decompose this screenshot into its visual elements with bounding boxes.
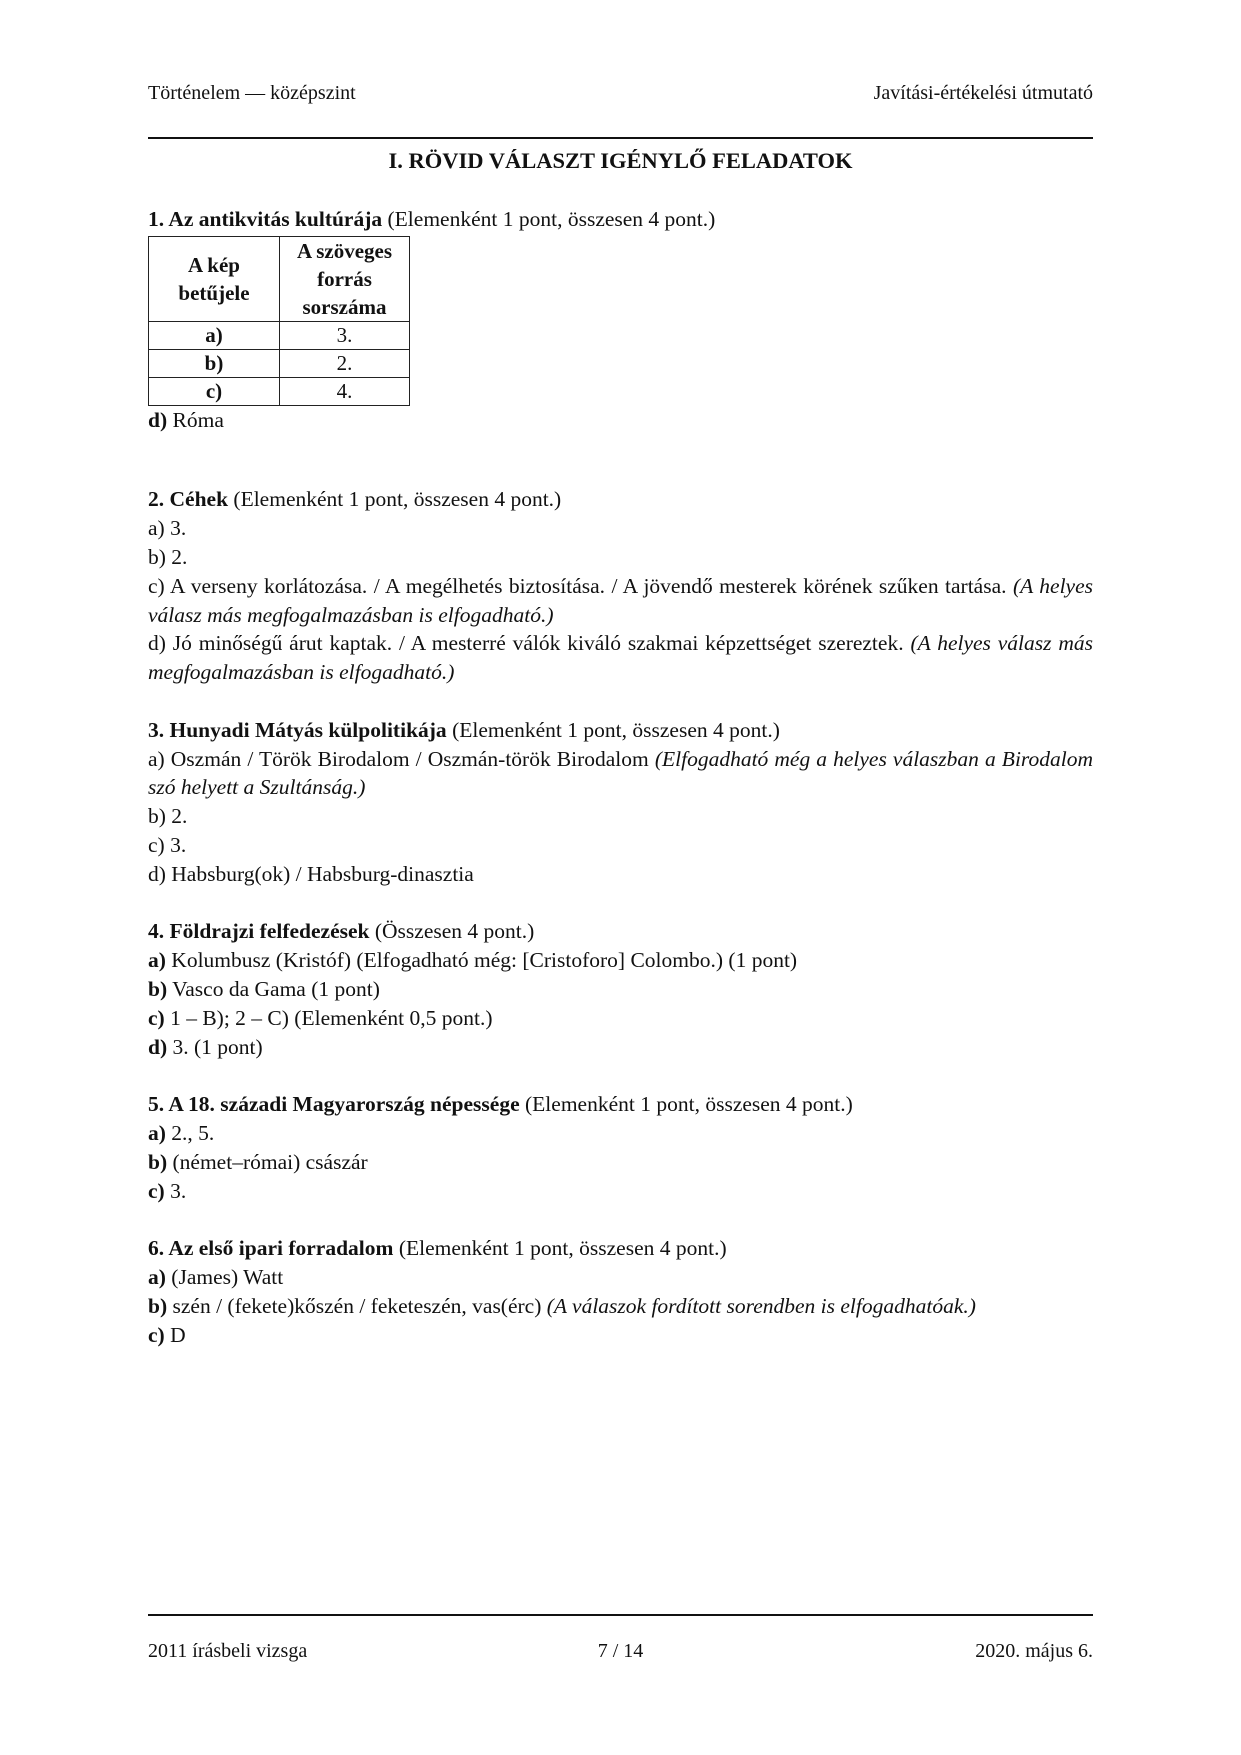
table-cell: 3.	[280, 321, 410, 349]
answer-line: d) Habsburg(ok) / Habsburg-dinasztia	[148, 861, 474, 886]
answer-line	[148, 1148, 1093, 1177]
answer-note: (A válaszok fordított sorendben is elfogadhatóak.)	[546, 1293, 976, 1318]
page-number: 7 / 14	[597, 1640, 644, 1662]
task-scoring: (Elemenként 1 pont, összesen 4 pont.)	[446, 717, 780, 742]
answer-line: b) 2.	[148, 804, 188, 829]
table-row	[149, 349, 410, 377]
task-6	[148, 1234, 1093, 1349]
table-row	[149, 321, 410, 349]
footer-exam-code: 2011 írásbeli vizsga	[148, 1640, 308, 1662]
answer-note: (A helyes válasz más megfogalmazásban is elfogadható.)	[148, 573, 1093, 627]
answer-line: a) 3.	[148, 516, 187, 541]
answer-text: D	[164, 1322, 186, 1347]
answer-label: b)	[148, 976, 168, 1001]
answer-text: 3. (1 pont)	[167, 1034, 263, 1059]
task-title: 4. Földrajzi felfedezések	[148, 919, 370, 944]
answer-label: c)	[148, 1005, 165, 1030]
answer-label: c)	[148, 1322, 165, 1347]
task-5	[148, 1090, 1093, 1205]
task-heading	[148, 1234, 1093, 1263]
table-cell: c)	[149, 377, 280, 405]
header-divider	[148, 137, 1093, 139]
answer-label: a)	[148, 948, 166, 973]
document-body	[148, 205, 1093, 1378]
answer-line	[148, 572, 1093, 630]
answer-text: szén / (fekete)kőszén / feketeszén, vas(érc)	[167, 1293, 547, 1318]
task-title: 1. Az antikvitás kultúrája	[148, 207, 383, 231]
task-title: 2. Céhek	[148, 487, 229, 512]
answer-line	[148, 1004, 1093, 1033]
answer-line: b) 2.	[148, 544, 188, 569]
answer-text: c) A verseny korlátozása. / A megélhetés biztosítása. / A jövendő mesterek körének szűken tartása.	[148, 573, 1013, 598]
answer-line	[148, 1292, 1093, 1321]
task-title: 6. Az első ipari forradalom	[148, 1236, 394, 1261]
footer-date: 2020. május 6.	[975, 1640, 1093, 1662]
header-doc-type: Javítási-értékelési útmutató	[873, 82, 1093, 104]
answer-line	[148, 1263, 1093, 1292]
task-heading	[148, 485, 1093, 514]
answer-label: d)	[148, 407, 168, 432]
answer-label: a)	[148, 1264, 166, 1289]
task-title: 5. A 18. századi Magyarország népessége	[148, 1092, 520, 1117]
section-title: I. RÖVID VÁLASZT IGÉNYLŐ FELADATOK	[388, 148, 853, 173]
answer-line	[148, 946, 1093, 975]
answer-table	[148, 236, 410, 406]
answer-text: 2., 5.	[165, 1120, 215, 1145]
task-4	[148, 917, 1093, 1061]
table-header-row	[149, 236, 410, 321]
answer-text: Róma	[167, 407, 224, 432]
answer-text: (német–római) császár	[167, 1149, 368, 1174]
table-cell: a)	[149, 321, 280, 349]
answer-line	[148, 1321, 1093, 1350]
task-2	[148, 485, 1093, 687]
answer-text: Kolumbusz (Kristóf) (Elfogadható még: [Cristoforo] Colombo.) (1 pont)	[165, 948, 798, 973]
task-1	[148, 205, 1093, 435]
answer-line	[148, 406, 1093, 435]
answer-label: b)	[148, 1149, 168, 1174]
answer-line	[148, 1177, 1093, 1206]
answer-line	[148, 1033, 1093, 1062]
task-heading	[148, 1090, 1093, 1119]
footer-divider	[148, 1614, 1093, 1616]
answer-note: (A helyes válasz más megfogalmazásban is elfogadható.)	[148, 631, 1093, 685]
answer-label: c)	[148, 1178, 165, 1203]
answer-line	[148, 745, 1093, 803]
answer-text: 3.	[164, 1178, 187, 1203]
column-header: A kép betűjele	[149, 236, 280, 321]
column-header: A szöveges forrás sorszáma	[280, 236, 410, 321]
page-footer	[148, 1640, 1093, 1663]
answer-text: a) Oszmán / Török Birodalom / Oszmán-török Birodalom	[148, 746, 655, 771]
table-cell: 4.	[280, 377, 410, 405]
answer-text: Vasco da Gama (1 pont)	[167, 976, 380, 1001]
answer-label: b)	[148, 1293, 168, 1318]
task-heading	[148, 205, 1093, 234]
answer-text: (James) Watt	[165, 1264, 284, 1289]
answer-note: (Elfogadható még a helyes válaszban a Birodalom szó helyett a Szultánság.)	[148, 746, 1093, 800]
table-cell: 2.	[280, 349, 410, 377]
task-heading	[148, 917, 1093, 946]
page-header	[148, 82, 1093, 105]
answer-text: 1 – B); 2 – C) (Elemenként 0,5 pont.)	[164, 1005, 493, 1030]
answer-line: c) 3.	[148, 832, 187, 857]
answer-line	[148, 629, 1093, 687]
header-subject: Történelem — középszint	[148, 82, 356, 104]
answer-label: a)	[148, 1120, 166, 1145]
answer-label: d)	[148, 1034, 168, 1059]
task-3	[148, 716, 1093, 889]
task-title: 3. Hunyadi Mátyás külpolitikája	[148, 717, 447, 742]
task-scoring: (Összesen 4 pont.)	[369, 919, 535, 944]
table-cell: b)	[149, 349, 280, 377]
answer-text: d) Jó minőségű árut kaptak. / A mesterré válók kiváló szakmai képzettséget szereztek.	[148, 631, 911, 656]
answer-line	[148, 975, 1093, 1004]
task-scoring: (Elemenként 1 pont, összesen 4 pont.)	[393, 1236, 727, 1261]
task-scoring: (Elemenként 1 pont, összesen 4 pont.)	[228, 487, 562, 512]
table-row	[149, 377, 410, 405]
task-heading	[148, 716, 1093, 745]
answer-line	[148, 1119, 1093, 1148]
task-scoring: (Elemenként 1 pont, összesen 4 pont.)	[519, 1092, 853, 1117]
task-scoring: (Elemenként 1 pont, összesen 4 pont.)	[382, 207, 716, 231]
